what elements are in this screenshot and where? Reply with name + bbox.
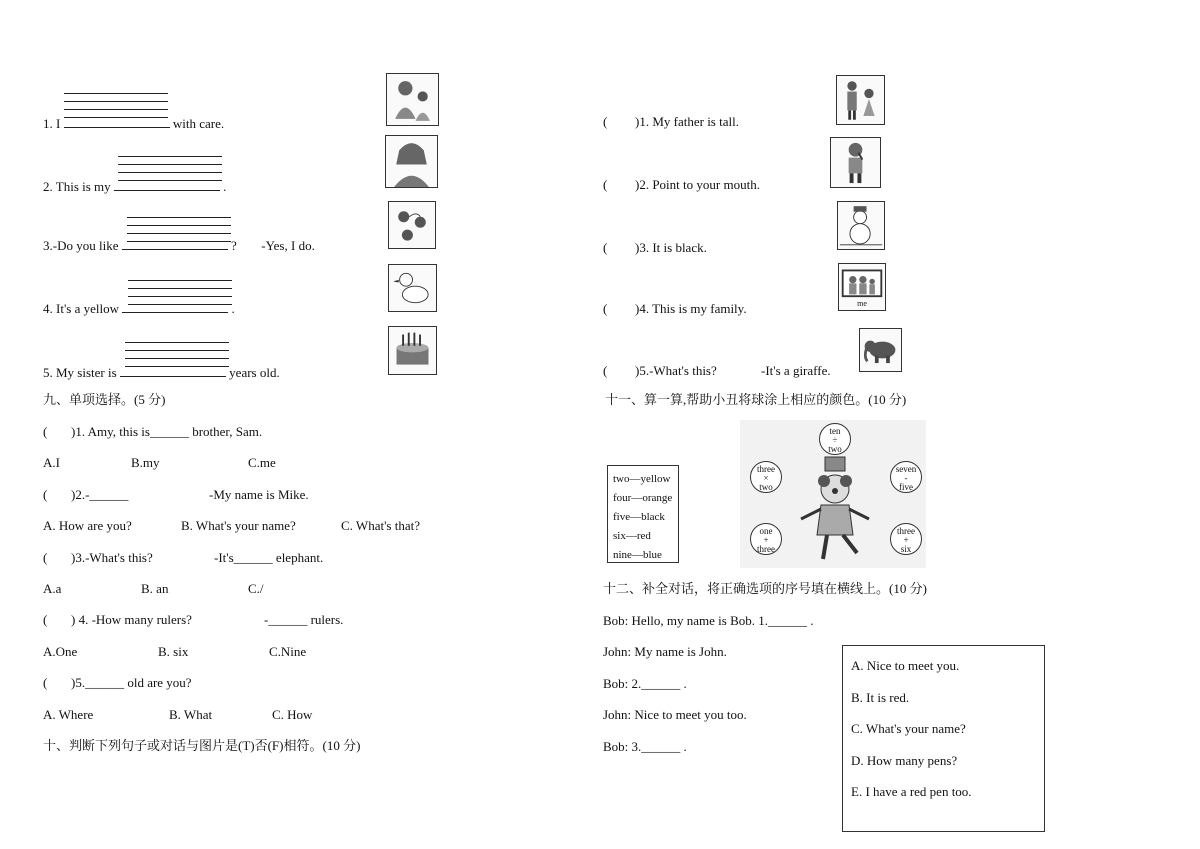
math-ball-bottom-right[interactable]: three + six: [890, 523, 922, 555]
s9-q3-reply: -It's______ elephant.: [214, 550, 324, 565]
dialog-line-3: Bob: 2.______ .: [603, 676, 687, 691]
fill-item-4-tail: .: [231, 301, 235, 316]
dialog-option-c: C. What's your name?: [851, 721, 966, 736]
s9-q2-option-b: B. What's your name?: [181, 518, 296, 533]
fill-item-4-lead: 4. It's a yellow: [43, 301, 119, 316]
s9-q4-option-b: B. six: [158, 644, 189, 659]
s10-item-4-text: )4. This is my family.: [635, 301, 747, 316]
fill-item-2: [43, 178, 226, 195]
color-key-item: two—yellow: [613, 473, 671, 485]
s9-q2-option-c: C. What's that?: [341, 518, 421, 533]
picture-mother-and-child: [386, 73, 439, 126]
dialog-option-a: A. Nice to meet you.: [851, 658, 960, 673]
section11-heading: 十一、算一算,帮助小丑将球涂上相应的颜色。(10 分): [605, 392, 907, 407]
fill-item-1-lead: 1. I: [43, 116, 61, 131]
answer-paren[interactable]: (: [603, 177, 608, 192]
s9-question-4: [43, 612, 192, 628]
answer-paren[interactable]: (: [603, 114, 608, 129]
s10-item-2: [603, 177, 760, 193]
fill-item-2-tail: .: [223, 179, 227, 194]
s9-question-3: [43, 550, 153, 566]
answer-paren[interactable]: (: [43, 675, 48, 690]
color-key-item: six—red: [613, 530, 651, 542]
answer-paren[interactable]: (: [43, 550, 48, 565]
fill-item-5-tail: years old.: [229, 365, 280, 380]
dialog-line-1: Bob: Hello, my name is Bob. 1.______ .: [603, 613, 814, 628]
s10-item-4: [603, 301, 747, 317]
math-ball-right[interactable]: seven - five: [890, 461, 922, 493]
picture-duck: [388, 264, 437, 312]
s9-q2-text: )2.-______: [71, 487, 129, 502]
s9-q1-option-c: C.me: [248, 455, 276, 470]
fill-item-1: [43, 115, 224, 132]
s9-q3-text: )3.-What's this?: [71, 550, 153, 565]
answer-lines-5[interactable]: [125, 335, 229, 367]
answer-paren[interactable]: (: [603, 301, 608, 316]
s9-q5-option-a: A. Where: [43, 707, 94, 722]
answer-lines-2[interactable]: [118, 149, 222, 181]
s9-question-5: [43, 675, 192, 691]
picture-monkeys: [388, 201, 436, 249]
picture-elephant: [859, 328, 902, 372]
photo-caption: me: [857, 299, 867, 308]
answer-paren[interactable]: (: [603, 363, 608, 378]
s10-item-5-reply: -It's a giraffe.: [761, 363, 831, 378]
dialog-option-d: D. How many pens?: [851, 752, 958, 768]
dialog-line-2: John: My name is John.: [603, 644, 727, 659]
fill-item-5: [43, 364, 280, 381]
answer-paren[interactable]: (: [43, 487, 48, 502]
answer-paren[interactable]: (: [43, 612, 48, 627]
clown-figure: [795, 455, 875, 567]
dialog-options-box: [842, 645, 1045, 832]
s9-q4-text: ) 4. -How many rulers?: [71, 612, 192, 627]
s9-q1-text: )1. Amy, this is______ brother, Sam.: [71, 424, 263, 439]
s10-item-2-text: )2. Point to your mouth.: [635, 177, 760, 192]
s9-q4-option-a: A.One: [43, 644, 78, 659]
s10-item-3: [603, 240, 707, 256]
dialog-option-b: B. It is red.: [851, 689, 910, 705]
s9-q3-option-a: A.a: [43, 581, 62, 596]
s9-q1-option-b: B.my: [131, 455, 160, 470]
fill-item-5-lead: 5. My sister is: [43, 365, 117, 380]
dialog-line-4: John: Nice to meet you too.: [603, 707, 747, 722]
s9-q4-reply: -______ rulers.: [264, 612, 344, 627]
fill-item-2-lead: 2. This is my: [43, 179, 111, 194]
fill-item-1-tail: with care.: [172, 116, 225, 131]
s9-q3-option-b: B. an: [141, 581, 169, 596]
picture-birthday-cake: [388, 326, 437, 375]
s9-q5-option-c: C. How: [272, 707, 313, 722]
s9-q5-option-b: B. What: [169, 707, 213, 722]
math-ball-left[interactable]: three × two: [750, 461, 782, 493]
fill-item-3-tail: ?: [230, 238, 237, 253]
dialog-line-5: Bob: 3.______ .: [603, 739, 687, 754]
s10-item-5: [603, 363, 717, 379]
s9-q1-option-a: A.I: [43, 455, 60, 470]
picture-snowman: [837, 201, 885, 250]
s9-q2-option-a: A. How are you?: [43, 518, 132, 533]
section12-heading: 十二、补全对话，将正确选项的序号填在横线上。(10 分): [603, 581, 927, 596]
s10-item-5-text: )5.-What's this?: [635, 363, 717, 378]
fill-item-3-reply: -Yes, I do.: [261, 238, 315, 253]
picture-father-and-girl: [836, 75, 885, 125]
answer-paren[interactable]: (: [43, 424, 48, 439]
s10-item-1: [603, 114, 739, 130]
s9-q4-option-c: C.Nine: [269, 644, 307, 659]
s9-question-2: [43, 487, 128, 503]
color-key-item: four—orange: [613, 492, 673, 504]
picture-woman: [385, 135, 438, 188]
fill-item-3-lead: 3.-Do you like: [43, 238, 119, 253]
answer-paren[interactable]: (: [603, 240, 608, 255]
color-key-item: nine—blue: [613, 549, 662, 561]
s9-q3-option-c: C./: [248, 581, 264, 596]
math-ball-top[interactable]: ten ÷ two: [819, 423, 851, 455]
s9-question-1: [43, 424, 262, 440]
s10-item-1-text: )1. My father is tall.: [635, 114, 739, 129]
section10-heading: 十、判断下列句子或对话与图片是(T)否(F)相符。(10 分): [43, 738, 361, 753]
s9-q5-text: )5.______ old are you?: [71, 675, 192, 690]
picture-boy-pointing: [830, 137, 881, 188]
color-key: [607, 465, 679, 563]
fill-item-3: [43, 237, 315, 254]
answer-lines-1[interactable]: [64, 86, 168, 118]
s9-q2-reply: -My name is Mike.: [209, 487, 309, 502]
color-key-item: five—black: [613, 511, 665, 523]
section9-heading: 九、单项选择。(5 分): [43, 392, 166, 407]
dialog-option-e: E. I have a red pen too.: [851, 784, 972, 799]
s10-item-3-text: )3. It is black.: [635, 240, 707, 255]
fill-item-4: [43, 300, 235, 317]
picture-family-photo: [838, 263, 886, 311]
math-ball-bottom-left[interactable]: one + three: [750, 523, 782, 555]
